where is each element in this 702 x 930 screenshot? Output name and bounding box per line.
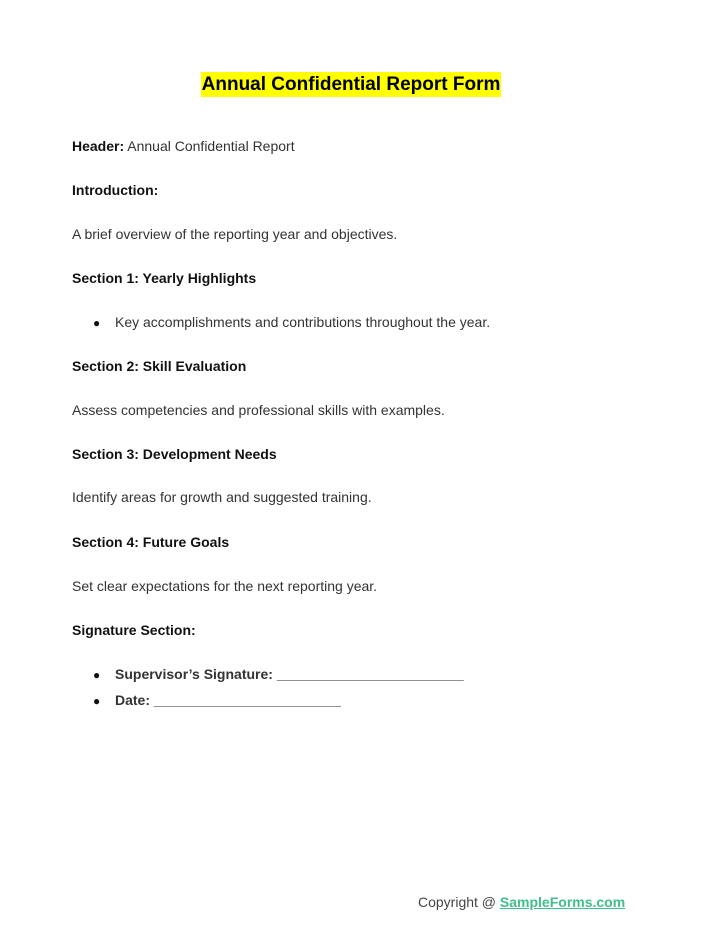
introduction-text: A brief overview of the reporting year and objectives.: [72, 226, 398, 242]
section-1-bullet-text: Key accomplishments and contributions throughout the year.: [115, 314, 491, 330]
section-2-text: Assess competencies and professional skills with examples.: [72, 402, 445, 418]
header-label: Header:: [72, 138, 125, 154]
copyright-prefix: Copyright @: [418, 894, 500, 910]
date-label: Date: ________________________: [115, 692, 341, 708]
section-2-heading: Section 2: Skill Evaluation: [72, 358, 247, 374]
introduction-heading: Introduction:: [72, 182, 159, 198]
header-value: Annual Confidential Report: [127, 138, 295, 154]
bullet-icon: ●: [93, 316, 101, 330]
supervisor-signature-field: [93, 665, 464, 684]
page-title: Annual Confidential Report Form: [201, 74, 501, 95]
section-1-heading: Section 1: Yearly Highlights: [72, 270, 257, 286]
signature-heading: Signature Section:: [72, 622, 196, 638]
date-field: [93, 691, 341, 710]
header-line: [72, 137, 295, 155]
section-1-bullet: [93, 313, 490, 332]
bullet-icon: ●: [93, 694, 101, 708]
bullet-icon: ●: [93, 668, 101, 682]
section-3-heading: Section 3: Development Needs: [72, 446, 277, 462]
title-container: [0, 72, 702, 97]
supervisor-signature-label: Supervisor’s Signature: ________________________: [115, 666, 464, 682]
section-4-text: Set clear expectations for the next reporting year.: [72, 578, 378, 594]
copyright-footer: [418, 893, 625, 911]
section-3-text: Identify areas for growth and suggested training.: [72, 489, 372, 505]
brand-link[interactable]: SampleForms.com: [499, 894, 626, 910]
section-4-heading: Section 4: Future Goals: [72, 534, 230, 550]
